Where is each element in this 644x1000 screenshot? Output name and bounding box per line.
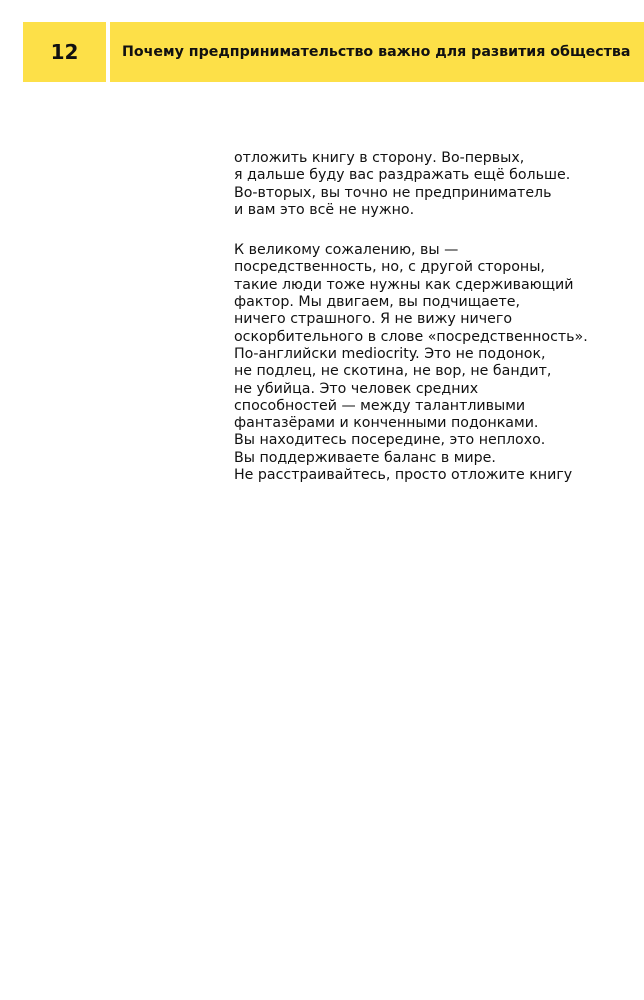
running-title: Почему предпринимательство важно для развития общества bbox=[110, 22, 644, 82]
page-header bbox=[23, 22, 644, 82]
text-line: ничего страшного. Я не вижу ничего bbox=[234, 311, 513, 328]
paragraph-2 bbox=[234, 242, 634, 484]
text-line: фактор. Мы двигаем, вы подчищаете, bbox=[234, 294, 521, 311]
text-line: оскорбительного в слове «посредственность». bbox=[234, 328, 588, 345]
body-text bbox=[234, 150, 634, 507]
text-line: такие люди тоже нужны как сдерживающий bbox=[234, 276, 574, 293]
text-line: По-английски mediocrity. Это не подонок, bbox=[234, 345, 546, 362]
text-line: посредственность, но, с другой стороны, bbox=[234, 259, 545, 276]
text-line: К великому сожалению, вы — bbox=[234, 242, 459, 259]
text-line: не убийца. Это человек средних bbox=[234, 380, 479, 397]
text-line: Вы находитесь посередине, это неплохо. bbox=[234, 432, 546, 449]
text-line: и вам это всё не нужно. bbox=[234, 201, 415, 218]
text-line: отложить книгу в сторону. Во-первых, bbox=[234, 150, 525, 166]
text-line: Не расстраивайтесь, просто отложите книгу bbox=[234, 467, 573, 484]
text-line: способностей — между талантливыми bbox=[234, 397, 526, 414]
paragraph-1 bbox=[234, 150, 634, 219]
page-number: 12 bbox=[23, 22, 106, 82]
text-line: я дальше буду вас раздражать ещё больше. bbox=[234, 167, 571, 184]
text-line: Вы поддерживаете баланс в мире. bbox=[234, 449, 496, 466]
text-line: Во-вторых, вы точно не предприниматель bbox=[234, 184, 552, 201]
text-line: не подлец, не скотина, не вор, не бандит, bbox=[234, 363, 552, 380]
text-line: фантазёрами и конченными подонками. bbox=[234, 415, 539, 432]
